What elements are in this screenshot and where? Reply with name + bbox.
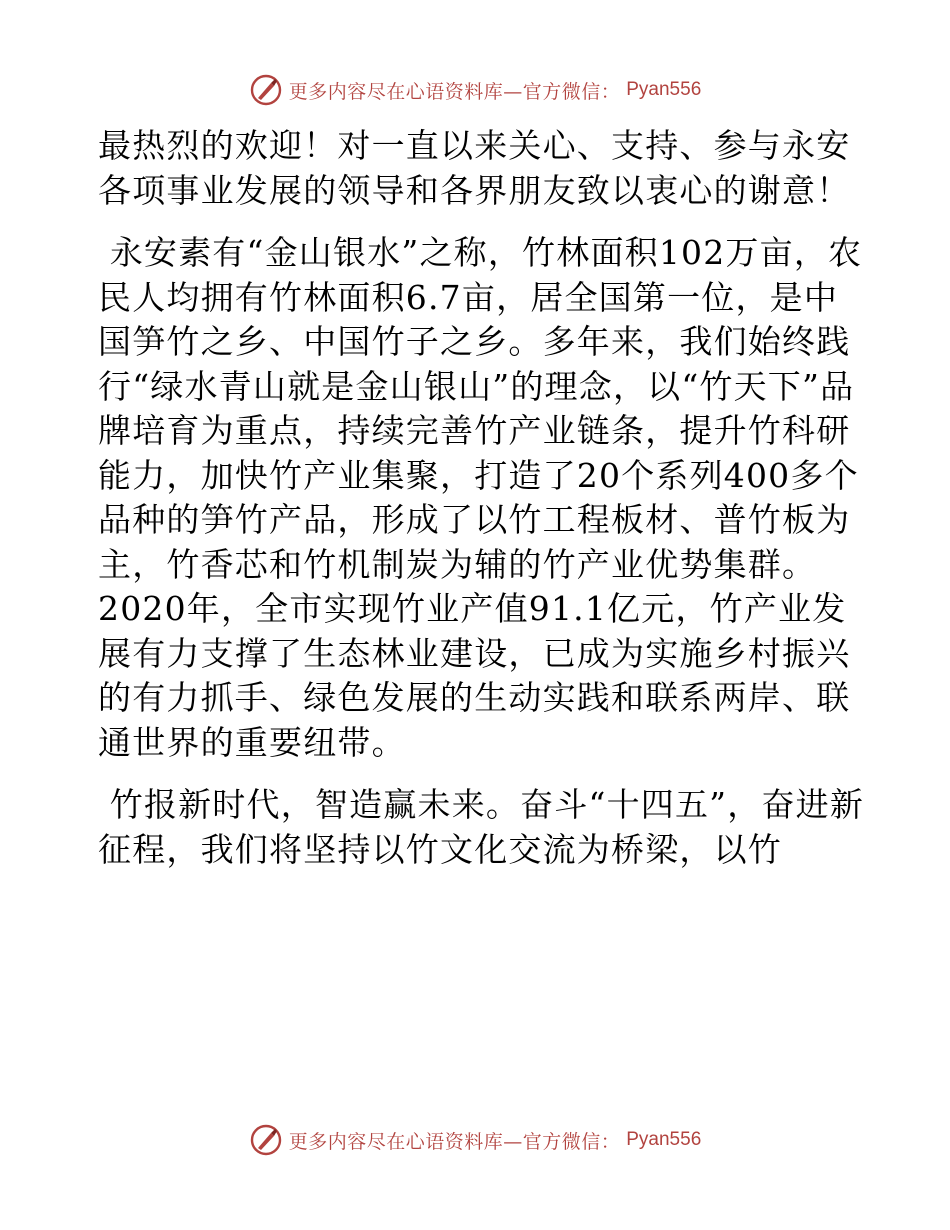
header-watermark-inner: [249, 73, 702, 107]
header-watermark-text: 更多内容尽在心语资料库—官方微信：: [288, 80, 621, 103]
paragraph-1: 最热烈的欢迎！对一直以来关心、支持、参与永安各项事业发展的领导和各界朋友致以衷心的谢意！: [98, 126, 851, 210]
footer-watermark-inner: [249, 1123, 702, 1157]
pen-seal-logo-icon: [249, 73, 283, 107]
paragraph-3: 竹报新时代，智造赢未来。奋斗“十四五”，奋进新征程，我们将坚持以竹文化交流为桥梁，以竹: [98, 785, 865, 869]
header-watermark-handle: Pyan556: [626, 79, 702, 100]
header-watermark: [0, 70, 950, 110]
footer-watermark-handle: Pyan556: [626, 1129, 702, 1150]
pen-seal-logo-icon: [249, 1123, 283, 1157]
document-body: [98, 124, 868, 872]
paragraph-2: 永安素有“金山银水”之称，竹林面积102万亩，农民人均拥有竹林面积6.7亩，居全国第一位，是中国笋竹之乡、中国竹子之乡。多年来，我们始终践行“绿水青山就是金山银山”的理念，以“竹天下”品牌培育为重点，持续完善竹产业链条，提升竹科研能力，加快竹产业集聚，打造了20个系列400多个品种的笋竹产品，形成了以竹工程板材、普竹板为主，竹香芯和竹机制炭为辅的竹产业优势集群。2020年，全市实现竹业产值91.1亿元，竹产业发展有力支撑了生态林业建设，已成为实施乡村振兴的有力抓手、绿色发展的生动实践和联系两岸、联通世界的重要纽带。: [98, 233, 863, 762]
footer-watermark-text: 更多内容尽在心语资料库—官方微信：: [288, 1130, 621, 1153]
footer-watermark: [0, 1120, 950, 1160]
